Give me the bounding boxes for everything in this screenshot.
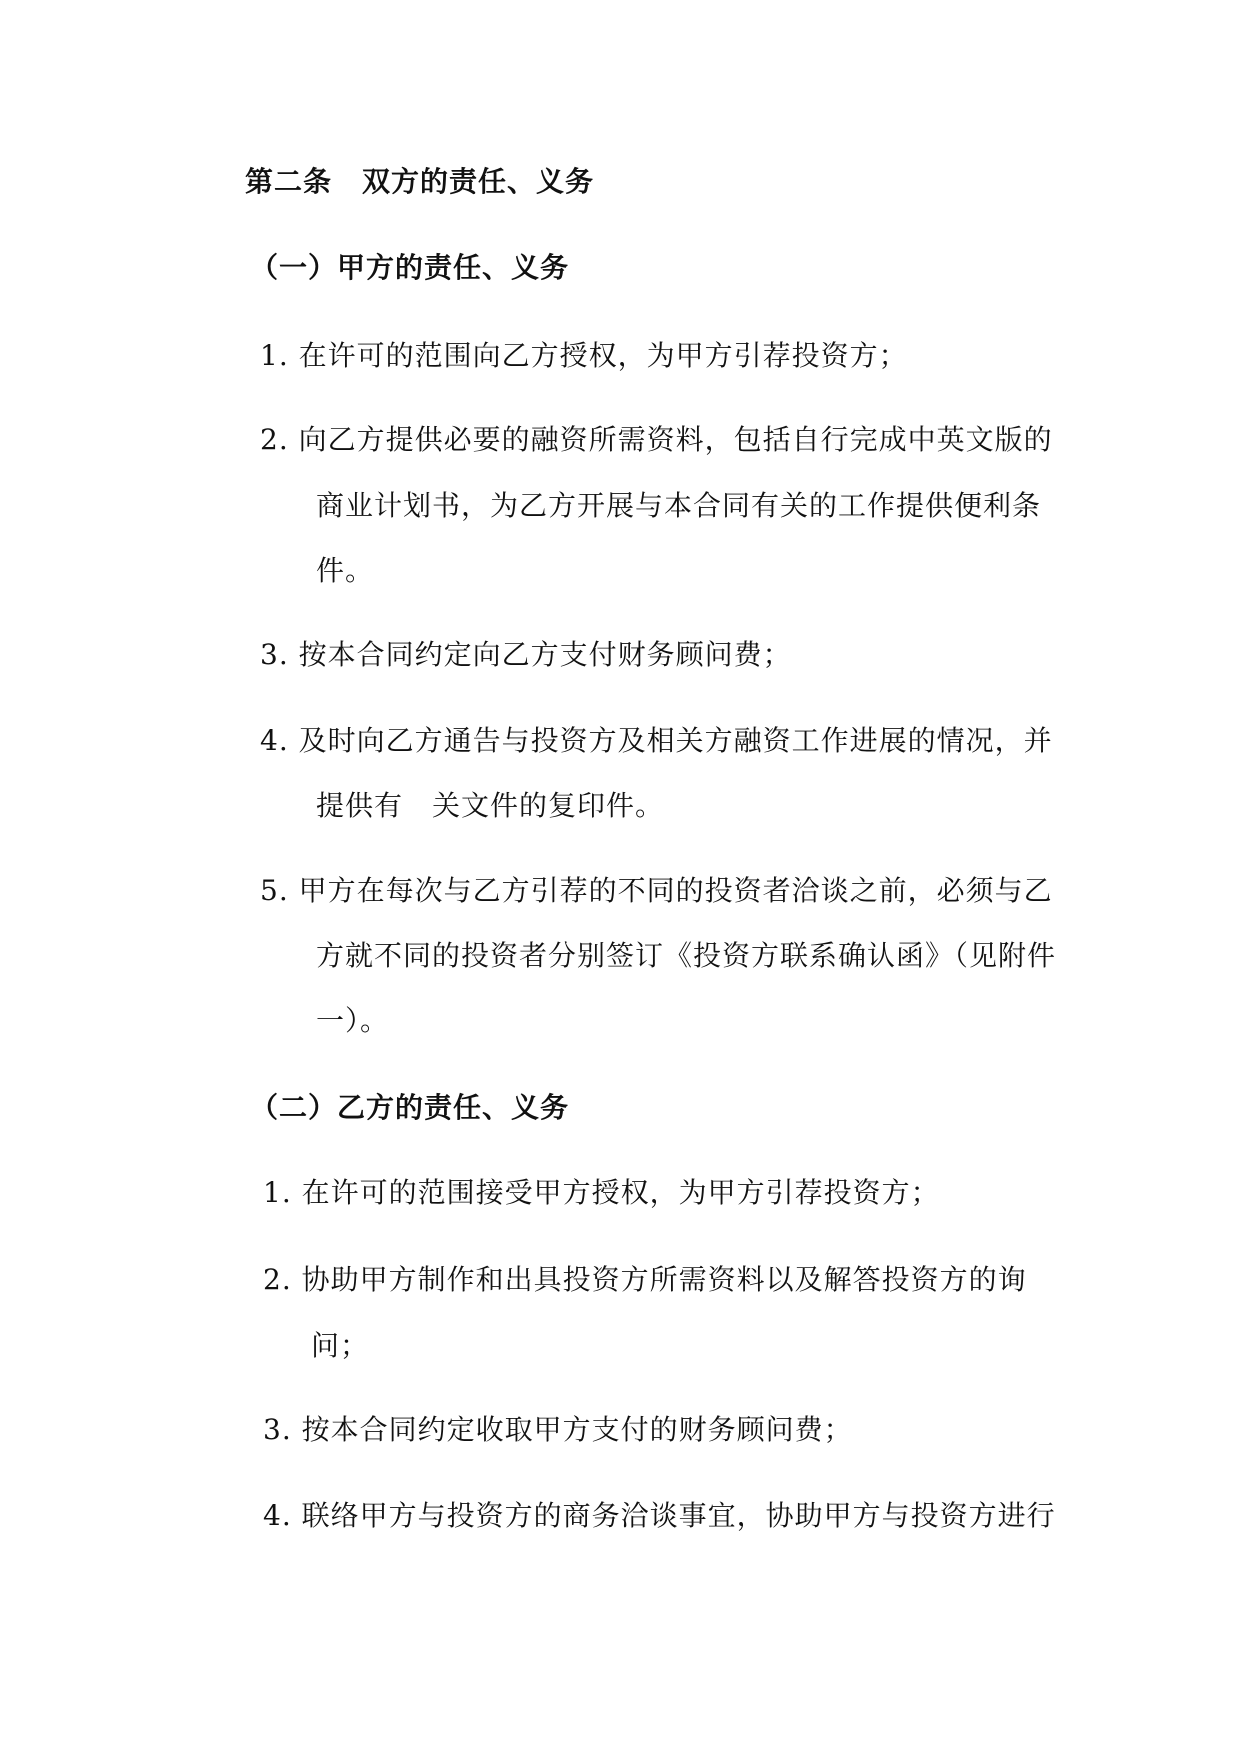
party-a-item-2: 2. 向乙方提供必要的融资所需资料，包括自行完成中英文版的 — [260, 423, 1053, 456]
party-b-heading: （二）乙方的责任、义务 — [250, 1091, 570, 1124]
article-number: 第二条 — [245, 165, 333, 198]
party-a-item-5-continuation: 方就不同的投资者分别签订《投资方联系确认函》（见附件 — [316, 939, 1057, 972]
party-a-item-2-continuation: 商业计划书，为乙方开展与本合同有关的工作提供便利条 — [316, 489, 1042, 522]
party-b-item-3: 3. 按本合同约定收取甲方支付的财务顾问费； — [263, 1413, 853, 1446]
party-a-heading: （一）甲方的责任、义务 — [250, 251, 570, 284]
party-a-item-5: 5. 甲方在每次与乙方引荐的不同的投资者洽谈之前，必须与乙 — [260, 874, 1053, 907]
party-a-item-1: 1. 在许可的范围向乙方授权，为甲方引荐投资方； — [260, 339, 908, 372]
party-b-item-4: 4. 联络甲方与投资方的商务洽谈事宜，协助甲方与投资方进行 — [263, 1499, 1056, 1532]
party-b-item-2: 2. 协助甲方制作和出具投资方所需资料以及解答投资方的询 — [263, 1263, 1027, 1296]
party-a-item-2-continuation: 件。 — [316, 554, 375, 587]
article-heading — [245, 164, 594, 200]
article-title: 双方的责任、义务 — [362, 165, 595, 198]
party-b-item-2-continuation: 问； — [311, 1329, 370, 1362]
party-a-item-4-continuation: 提供有 关文件的复印件。 — [316, 789, 665, 822]
party-a-item-3: 3. 按本合同约定向乙方支付财务顾问费； — [260, 638, 792, 671]
party-a-item-5-continuation: 一）。 — [316, 1004, 390, 1037]
party-a-item-4: 4. 及时向乙方通告与投资方及相关方融资工作进展的情况，并 — [260, 724, 1053, 757]
party-b-item-1: 1. 在许可的范围接受甲方授权，为甲方引荐投资方； — [263, 1176, 940, 1209]
